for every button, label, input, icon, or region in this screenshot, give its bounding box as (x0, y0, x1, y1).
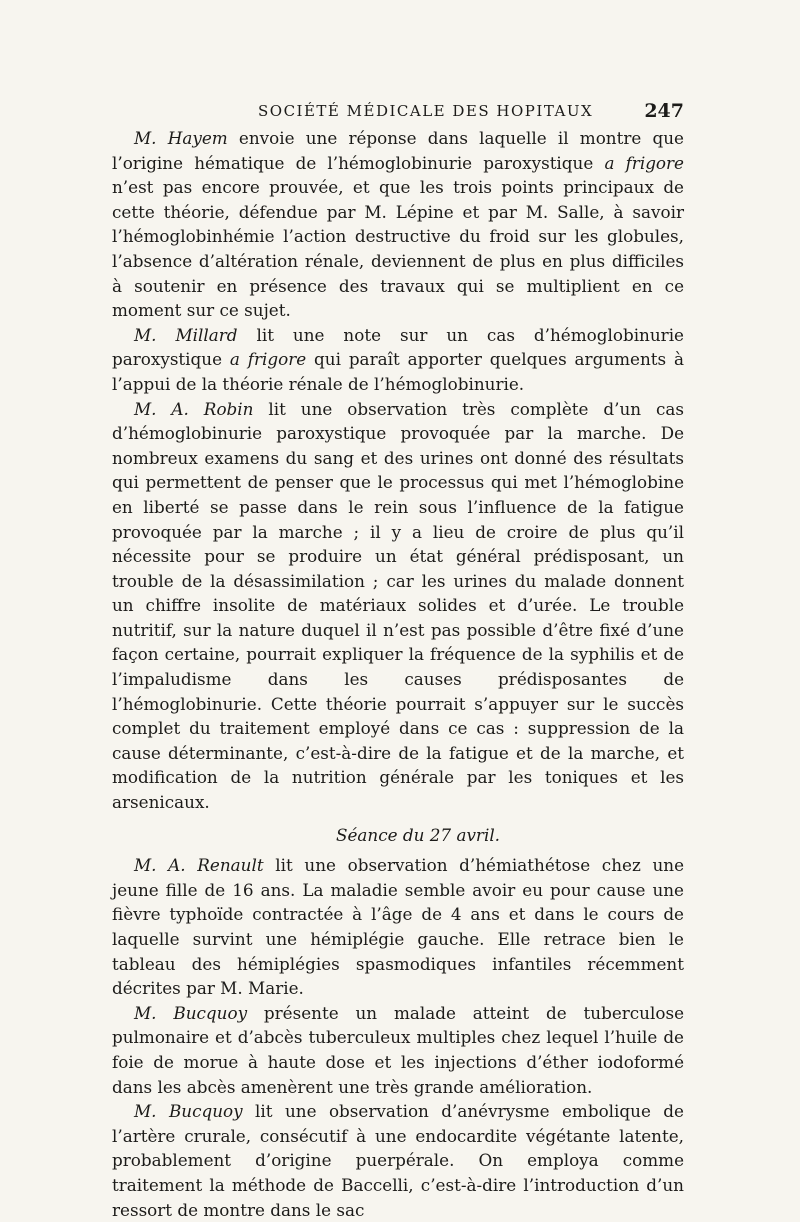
paragraph-text: qui paraît apporter quelques arguments à l’appui de la théorie rénale de l’hémoglobinurie. (112, 349, 684, 394)
paragraph-text: lit une observation très complète d’un cas d’hémoglobinurie paroxystique provoquée par la marche. De nombreux examens du sang et des urines ont donné des résultats qui permettent de penser que le processus qui met l’hémoglobine en liberté se passe dans le rein sous l’influence de la fatigue provoquée par la marche ; il y a lieu de croire de plus qu’il nécessite pour se produire un état général prédisposant, un trouble de la désassimilation ; car les urines du malade donnent un chiffre insolite de matériaux solides et d’urée. Le trouble nutritif, sur la nature duquel il n’est pas possible d’être fixé d’une façon certaine, pourrait expliquer la fréquence de la syphilis et de l’impaludisme dans les causes prédisposantes de l’hémoglobinurie. Cette théorie pourrait s’appuyer sur le succès complet du traitement employé dans ce cas : suppression de la cause déterminante, c’est-à-dire de la fatigue et de la marche, et modification de la nutrition générale par les toniques et les arsenicaux. (112, 398, 684, 813)
paragraph-bucquoy-1 (112, 1001, 684, 1099)
paragraph-text: lit une note sur un cas d’hémoglobinurie paroxystique (112, 324, 684, 370)
emphasis-term: a frigore (604, 152, 684, 173)
paragraph-renault (112, 853, 684, 1001)
paragraph-text: envoie une réponse dans laquelle il montre que l’origine hématique de l’hémoglobinurie paroxystique (112, 128, 684, 173)
paragraph-bucquoy-2 (112, 1099, 684, 1222)
paragraph-hayem (112, 126, 684, 323)
section-heading: Séance du 27 avril. (335, 824, 501, 845)
paragraph-text: lit une observation d’hémiathétose chez une jeune fille de 16 ans. La maladie semble avoir eu pour cause une fièvre typhoïde contractée à l’âge de 4 ans et dans le cours de laquelle survint une hémiplégie gauche. Elle retrace bien le tableau des hémiplégies spasmodiques infantiles récemment décrites par M. Marie. (112, 855, 684, 999)
speaker-name: M. Millard (134, 324, 238, 345)
emphasis-term: a frigore (229, 349, 307, 370)
running-title: SOCIÉTÉ MÉDICALE DES HOPITAUX (258, 102, 594, 120)
running-header (110, 98, 684, 124)
speaker-name: M. Bucquoy (134, 1101, 243, 1122)
paragraph-text: n’est pas encore prouvée, et que les trois points principaux de cette théorie, défendue par M. Lépine et par M. Salle, à savoir l’hémoglobinhémie l’action destructive du froid sur les globules, l’absence d’altération rénale, deviennent de plus en plus difficiles à soutenir en présence des travaux qui se multiplient en ce moment sur ce sujet. (112, 177, 684, 321)
speaker-name: M. Hayem (134, 128, 228, 148)
page-body (112, 126, 684, 1222)
paragraph-text: lit une observation d’anévrysme embolique de l’artère crurale, consécutif à une endocardite végétante latente, probablement d’origine puerpérale. On employa comme traitement la méthode de Baccelli, c’est-à-dire l’introduction d’un ressort de montre dans le sac (112, 1101, 684, 1220)
paragraph-millard (112, 323, 684, 397)
speaker-name: M. A. Renault (134, 855, 264, 876)
paragraph-robin (112, 397, 684, 815)
paragraph-text: présente un malade atteint de tuberculose pulmonaire et d’abcès tuberculeux multiples chez lequel l’huile de foie de morue à haute dose et les injections d’éther iodoformé dans les abcès amenèrent une très grande amélioration. (112, 1002, 684, 1097)
speaker-name: M. A. Robin (134, 398, 254, 419)
speaker-name: M. Bucquoy (134, 1002, 248, 1023)
page-number: 247 (644, 100, 684, 122)
